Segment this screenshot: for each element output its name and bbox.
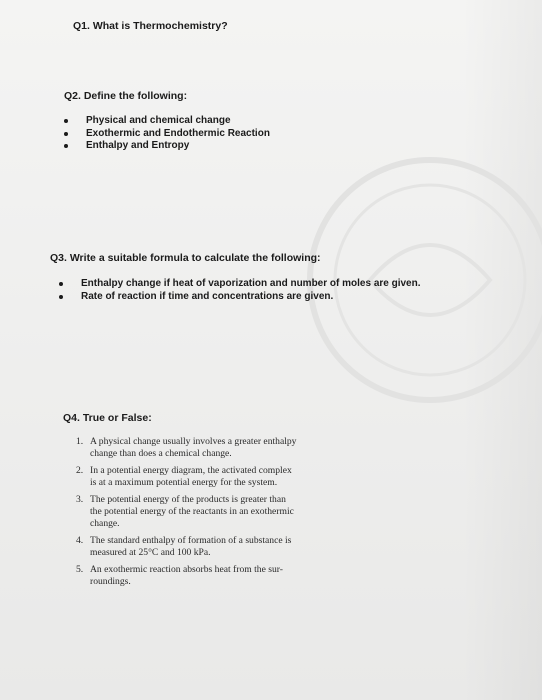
list-item: Enthalpy and Entropy (64, 140, 270, 153)
list-item: 2. In a potential energy diagram, the activated complex is at a maximum potential energy for the system. (76, 465, 292, 488)
bullet-icon (64, 119, 68, 123)
list-item: 5. An exothermic reaction absorbs heat from the sur- roundings. (76, 564, 283, 587)
list-item: Rate of reaction if time and concentrations are given. (59, 291, 421, 304)
list-item: Physical and chemical change (64, 115, 270, 128)
list-item: 1. A physical change usually involves a greater enthalpy change than does a chemical change. (76, 436, 297, 459)
question-2-title: Q2. Define the following: (64, 90, 188, 102)
bullet-icon (64, 132, 68, 136)
list-item: 3. The potential energy of the products is greater than the potential energy of the reactants in an exothermic change. (76, 494, 294, 529)
true-false-list (76, 436, 360, 594)
question-4-title: Q4. True or False: (63, 412, 152, 424)
list-item: 4. The standard enthalpy of formation of a substance is measured at 25°C and 100 kPa. (76, 535, 292, 558)
page-shading (462, 0, 542, 700)
question-3-title: Q3. Write a suitable formula to calculate the following: (50, 252, 321, 264)
list-item: Exothermic and Endothermic Reaction (64, 128, 270, 141)
bullet-icon (64, 144, 68, 148)
bullet-icon (59, 295, 63, 299)
question-1-title: Q1. What is Thermochemistry? (73, 20, 228, 32)
list-item: Enthalpy change if heat of vaporization and number of moles are given. (59, 278, 421, 291)
question-3-list (59, 278, 421, 303)
question-2-list (64, 115, 270, 153)
bullet-icon (59, 282, 63, 286)
